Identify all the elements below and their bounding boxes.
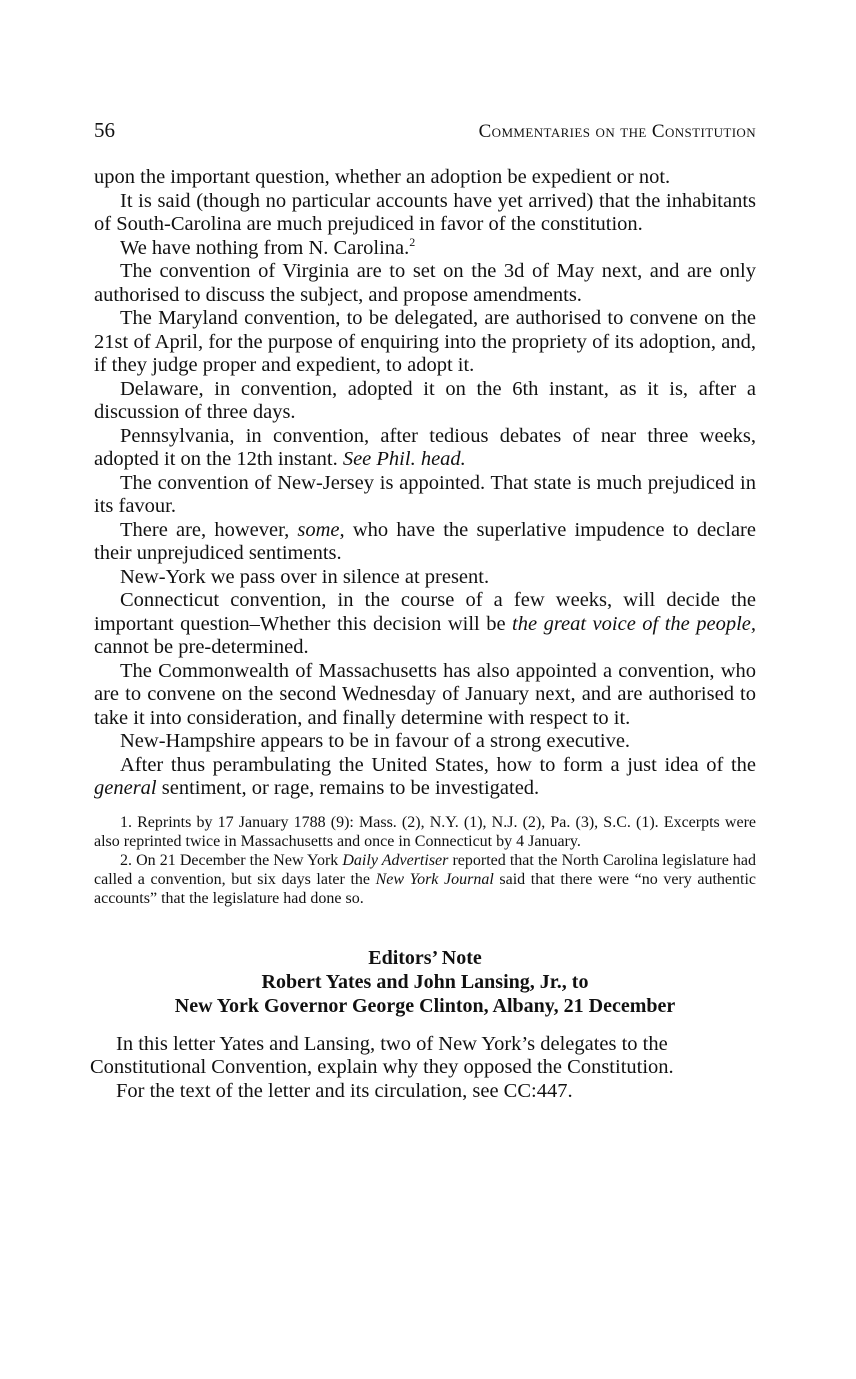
footnote-1: 1. Reprints by 17 January 1788 (9): Mass. (2), N.Y. (1), N.J. (2), Pa. (3), S.C. (1). Excerpts were also reprinted twice in Massachusetts and once in Connecticut by 4 January. xyxy=(94,813,756,850)
editors-note-subtitle-2: New York Governor George Clinton, Albany, 21 December xyxy=(174,994,676,1017)
conclusion-text-c: sentiment, or rage, remains to be investigated. xyxy=(156,777,540,799)
paragraph-delaware: Delaware, in convention, adopted it on the 6th instant, as it is, after a discussion of three days. xyxy=(94,377,756,423)
paragraph-conclusion xyxy=(94,754,756,801)
footnote-2 xyxy=(94,851,756,908)
page-number: 56 xyxy=(94,118,115,142)
pennsylvania-text: Pennsylvania, in convention, after tedious debates of near three weeks, adopted it on the 12th instant. xyxy=(94,424,756,470)
paragraph-north-carolina-text: We have nothing from N. Carolina. xyxy=(120,236,410,259)
conclusion-text-a: After thus perambulating the United States, how to form a just idea of the xyxy=(120,753,756,776)
running-head xyxy=(94,118,756,148)
paragraph-pennsylvania xyxy=(94,425,756,472)
running-title: Commentaries on the Constitution xyxy=(478,121,756,142)
footnote-2-italic-d: New York Journal xyxy=(375,870,494,888)
impudence-italic: some, xyxy=(297,518,345,541)
editors-note-subtitle-1: Robert Yates and John Lansing, Jr., to xyxy=(261,970,589,993)
impudence-text-c: who have the superlative impudence to declare their unprejudiced sentiments. xyxy=(94,518,756,564)
footnote-ref-2: 2 xyxy=(409,234,416,249)
editors-note-title: Editors’ Note xyxy=(368,946,482,969)
editors-note-body xyxy=(90,1033,756,1104)
connecticut-italic: the great voice of the people, xyxy=(512,612,756,635)
connecticut-text-a: Connecticut convention, in the course of a few weeks, will decide the important question–Whether this decision will be xyxy=(94,589,756,635)
paragraph-north-carolina xyxy=(94,234,756,261)
paragraph-virginia: The convention of Virginia are to set on the 3d of May next, and are only authorised to discuss the subject, and propose amendments. xyxy=(94,260,756,306)
paragraph-south-carolina: It is said (though no particular accounts have yet arrived) that the inhabitants of South-Carolina are much prejudiced in favor of the constitution. xyxy=(94,189,756,235)
footnote-2-text-a: 2. On 21 December the New York xyxy=(120,851,343,869)
footnote-2-text-c: reported that the North Carolina legislature had called a convention, but six days later the xyxy=(94,851,757,888)
footnote-2-italic-b: Daily Advertiser xyxy=(342,851,449,869)
conclusion-italic: general xyxy=(94,777,157,799)
impudence-text-a: There are, however, xyxy=(120,518,298,541)
document-page xyxy=(90,118,757,1103)
paragraph-connecticut xyxy=(94,589,756,660)
pennsylvania-italic: See Phil. head. xyxy=(342,448,466,470)
connecticut-text-c: cannot be pre-determined. xyxy=(94,636,309,658)
footnotes xyxy=(94,813,756,908)
paragraph-new-hampshire: New-Hampshire appears to be in favour of a strong executive. xyxy=(120,730,631,752)
editors-note-heading xyxy=(94,946,756,1018)
paragraph-new-york: New-York we pass over in silence at present. xyxy=(120,565,490,588)
paragraph-new-jersey: The convention of New-Jersey is appointed. That state is much prejudiced in its favour. xyxy=(94,471,756,517)
editors-note-paragraph-1: In this letter Yates and Lansing, two of New York’s delegates to the Constitutional Convention, explain why they opposed the Constitution. xyxy=(90,1032,674,1078)
paragraph-maryland: The Maryland convention, to be delegated, are authorised to convene on the 21st of April, for the purpose of enquiring into the propriety of its adoption, and, if they judge proper and expedient, to adopt it. xyxy=(94,307,756,376)
editors-note-paragraph-2: For the text of the letter and its circulation, see CC:447. xyxy=(116,1079,573,1102)
paragraph-continuation: upon the important question, whether an adoption be expedient or not. xyxy=(94,166,671,188)
footnote-2-text-e: said that there were “no very authentic accounts” that the legislature had done so. xyxy=(94,870,756,907)
body-text xyxy=(94,166,756,801)
paragraph-massachusetts: The Commonwealth of Massachusetts has also appointed a convention, who are to convene on the second Wednesday of January next, and are authorised to take it into consideration, and finally determine with respect to it. xyxy=(94,659,756,729)
paragraph-impudence xyxy=(94,519,756,566)
